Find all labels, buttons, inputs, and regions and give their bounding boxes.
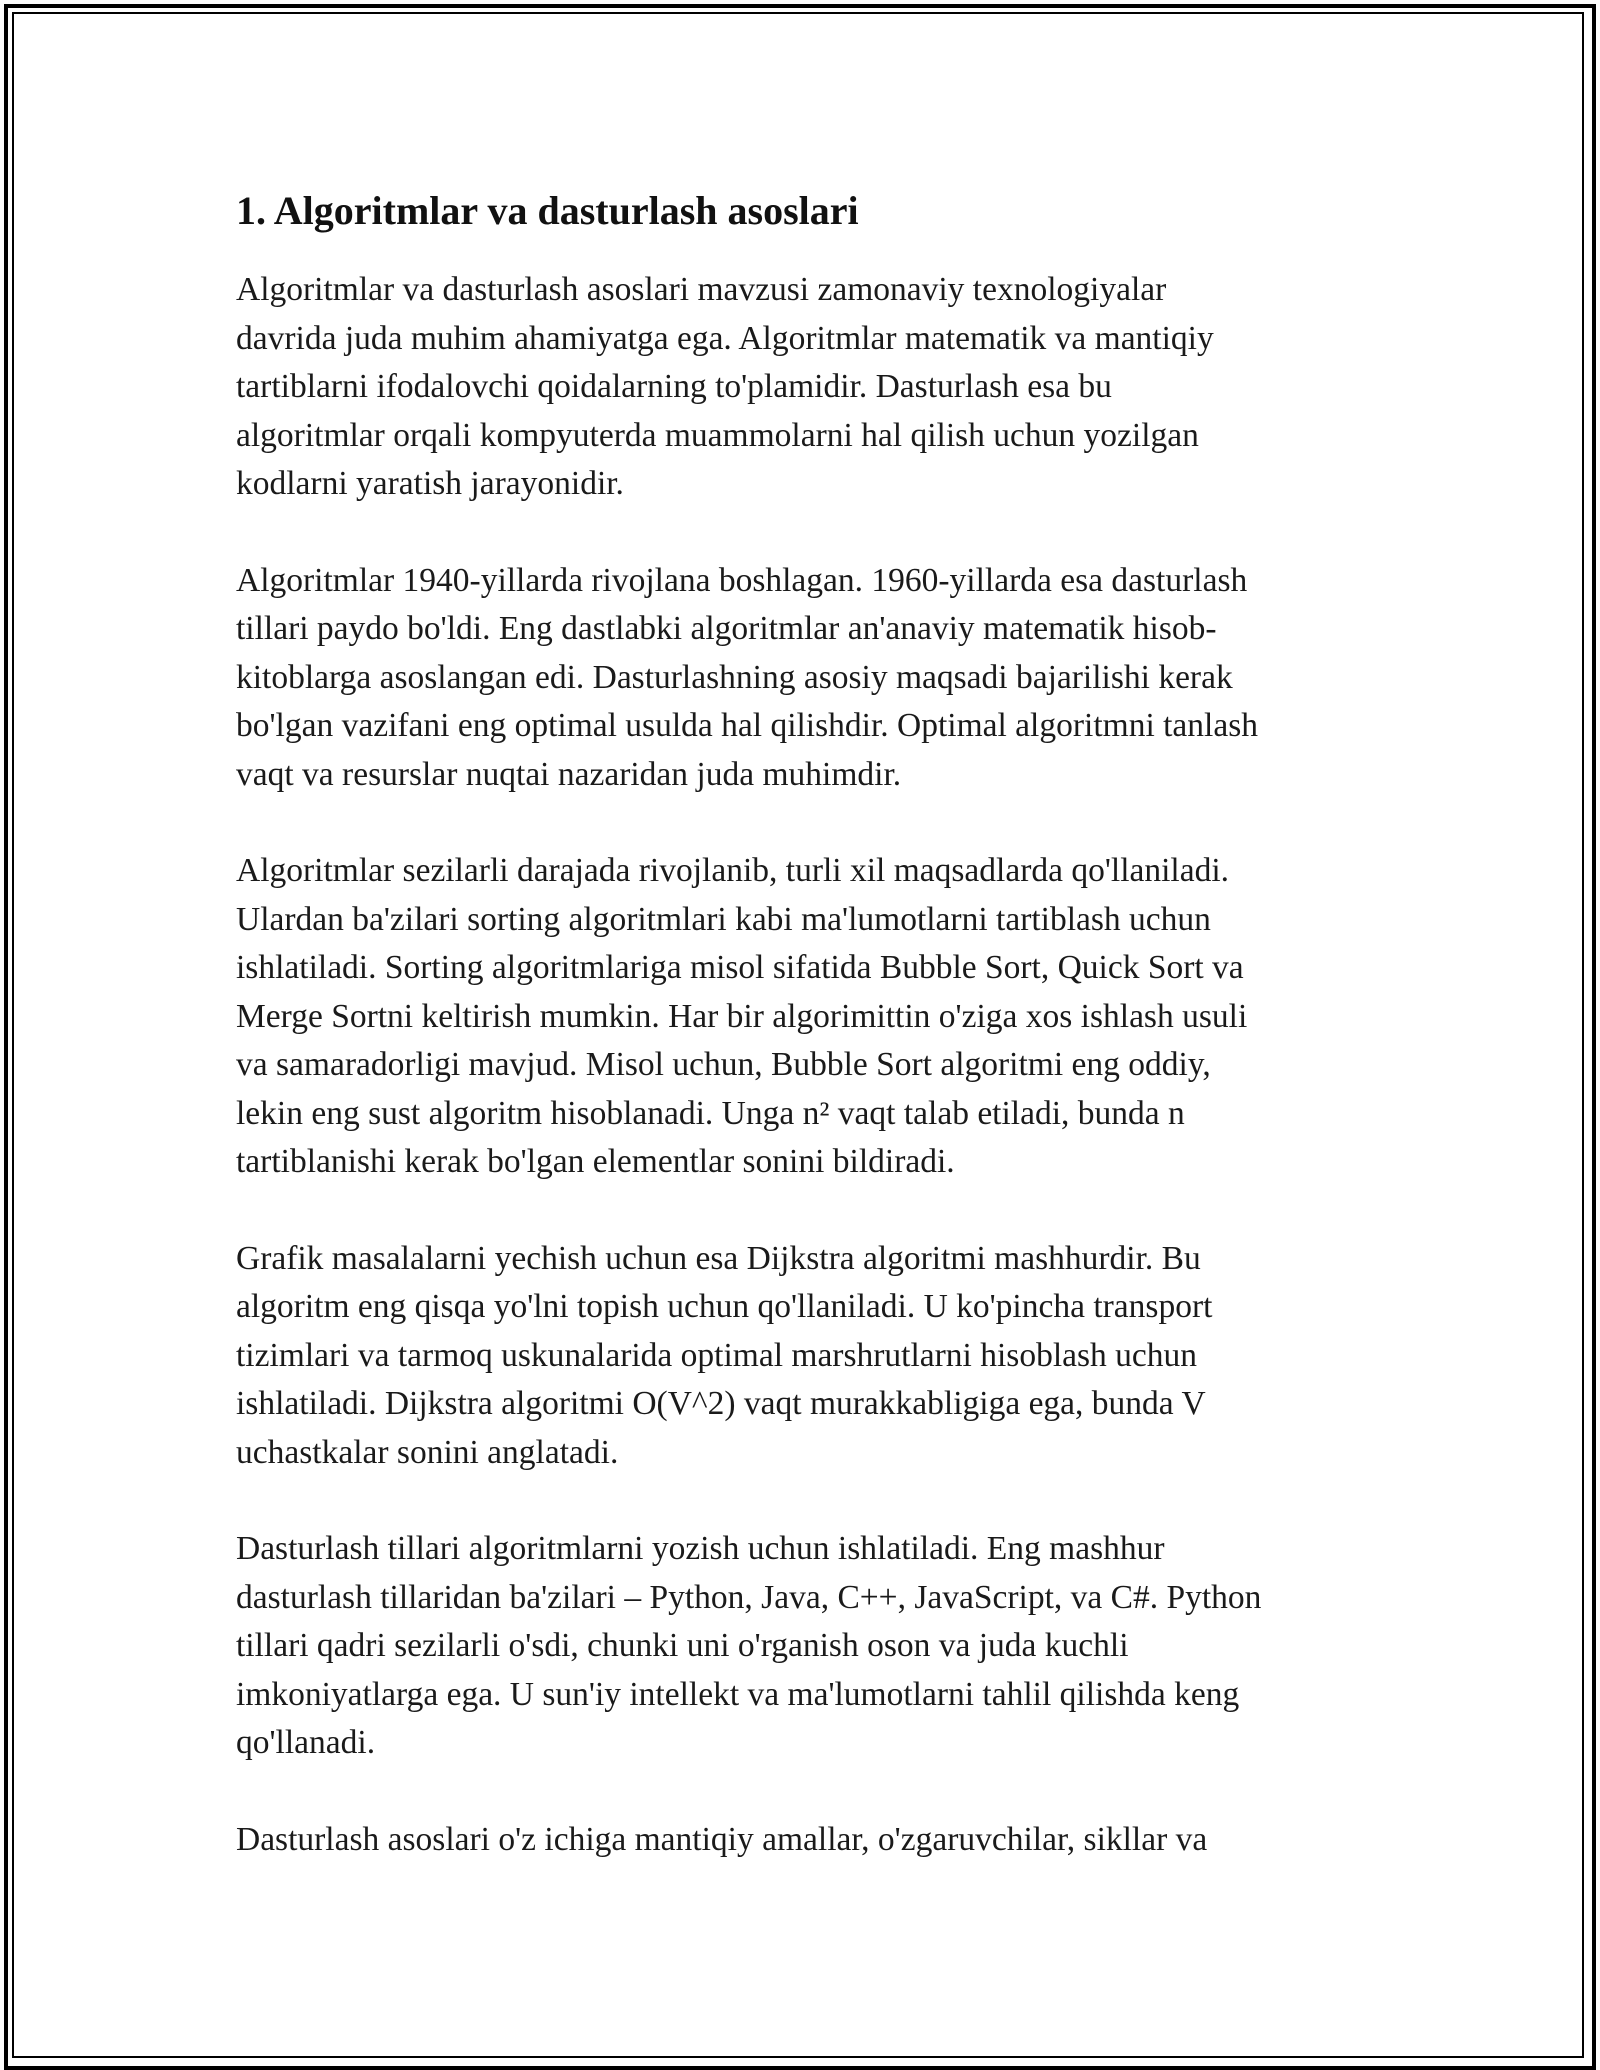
paragraph-dijkstra: Grafik masalalarni yechish uchun esa Dijkstra algoritmi mashhurdir. Bu algoritm eng qisqa yo'lni topish uchun qo'llaniladi. U ko'pincha transport tizimlari va tarmoq uskunalarida optimal marshrutlarni hisoblash uchun ishlatiladi. Dijkstra algoritmi O(V^2) vaqt murakkabligiga ega, bunda V uchastkalar sonini anglatadi.: [236, 1239, 1213, 1471]
paragraph-history: Algoritmlar 1940-yillarda rivojlana boshlagan. 1960-yillarda esa dasturlash tillari paydo bo'ldi. Eng dastlabki algoritmlar an'anaviy matematik hisob- kitoblarga asoslangan edi. Dasturlashning asosiy maqsadi bajarilishi kerak bo'lgan vazifani eng optimal usulda hal qilishdir. Optimal algoritmni tanlash vaqt va resurslar nuqtai nazaridan juda muhimdir.: [236, 561, 1259, 793]
paragraph-basics: Dasturlash asoslari o'z ichiga mantiqiy amallar, o'zgaruvchilar, sikllar va: [236, 1820, 1208, 1858]
document-body: [236, 186, 1366, 1912]
paragraph-sorting: Algoritmlar sezilarli darajada rivojlanib, turli xil maqsadlarda qo'llaniladi. Ulardan ba'zilari sorting algoritmlari kabi ma'lumotlarni tartiblash uchun ishlatiladi. Sorting algoritmlariga misol sifatida Bubble Sort, Quick Sort va Merge Sortni keltirish mumkin. Har bir algorimittin o'ziga xos ishlash usuli va samaradorligi mavjud. Misol uchun, Bubble Sort algoritmi eng oddiy, lekin eng sust algoritm hisoblanadi. Unga n² vaqt talab etiladi, bunda n tartiblanishi kerak bo'lgan elementlar sonini bildiradi.: [236, 852, 1248, 1180]
section-heading: 1. Algoritmlar va dasturlash asoslari: [236, 188, 859, 233]
paragraph-algorithms-intro: Algoritmlar va dasturlash asoslari mavzusi zamonaviy texnologiyalar davrida juda muhim ahamiyatga ega. Algoritmlar matematik va mantiqiy tartiblarni ifodalovchi qoidalarning to'plamidir. Dasturlash esa bu algoritmlar orqali kompyuterda muammolarni hal qilish uchun yozilgan kodlarni yaratish jarayonidir.: [236, 271, 1214, 502]
paragraph-languages: Dasturlash tillari algoritmlarni yozish uchun ishlatiladi. Eng mashhur dasturlash tillaridan ba'zilari – Python, Java, C++, JavaScript, va C#. Python tillari qadri sezilarli o'sdi, chunki uni o'rganish oson va juda kuchli imkoniyatlarga ega. U sun'iy intellekt va ma'lumotlarni tahlil qilishda keng qo'llanadi.: [236, 1530, 1262, 1761]
